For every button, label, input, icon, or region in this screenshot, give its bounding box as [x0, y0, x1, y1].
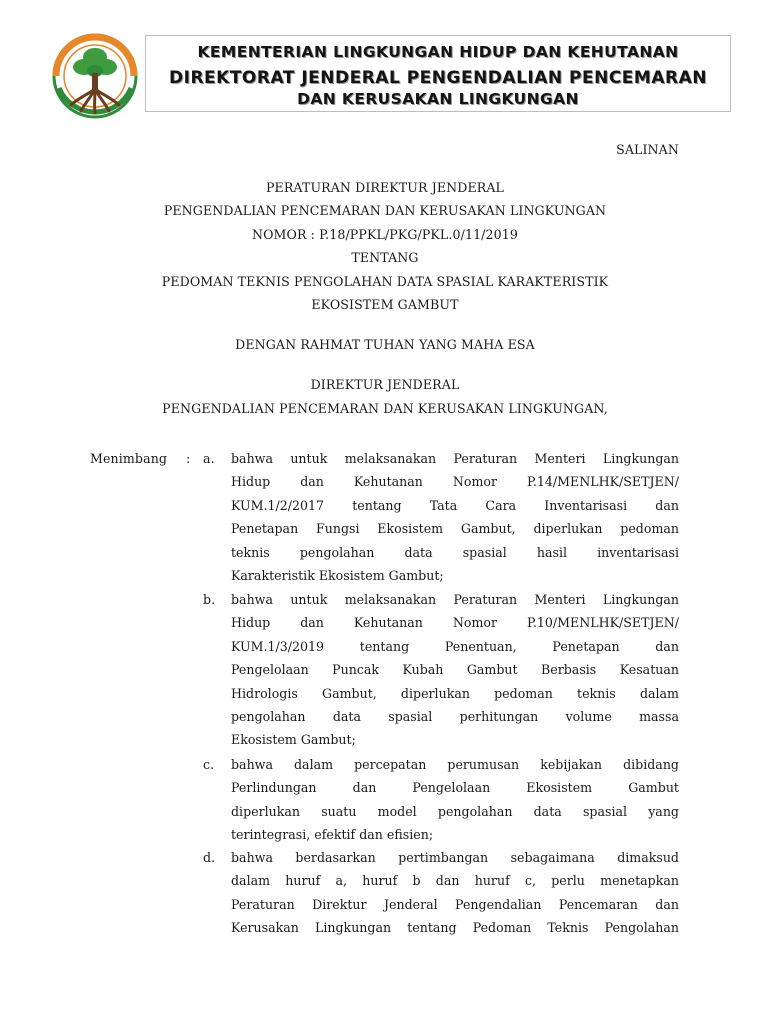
- title-about: TENTANG: [351, 250, 419, 265]
- item-line: bahwa untuk melaksanakan Peraturan Menteri Lingkungan: [231, 451, 679, 466]
- item-line: Hidup dan Kehutanan Nomor P.10/MENLHK/SETJEN/: [231, 615, 679, 631]
- item-line: diperlukan suatu model pengolahan data spasial yang: [231, 803, 679, 819]
- title-line-2: PENGENDALIAN PENCEMARAN DAN KERUSAKAN LINGKUNGAN: [163, 203, 607, 218]
- considering-item-a: [231, 447, 679, 587]
- item-marker-b: b.: [203, 592, 216, 607]
- directorate-name-line1: DIREKTORAT JENDERAL PENGENDALIAN PENCEMARAN: [169, 68, 707, 88]
- item-line: Peraturan Direktur Jenderal Pengendalian Pencemaran dan: [231, 896, 679, 912]
- item-line: teknis pengolahan data spasial hasil inventarisasi: [231, 544, 679, 560]
- item-marker-c: c.: [203, 757, 215, 772]
- item-line: dalam huruf a, huruf b dan huruf c, perlu menetapkan: [231, 873, 679, 889]
- item-line: Hidrologis Gambut, diperlukan pedoman teknis dalam: [231, 685, 679, 701]
- item-line: terintegrasi, efektif dan efisien;: [231, 827, 434, 843]
- considering-item-d: [231, 846, 679, 940]
- item-line: Penetapan Fungsi Ekosistem Gambut, diperlukan pedoman: [231, 521, 679, 537]
- title-subject-line-2: EKOSISTEM GAMBUT: [311, 297, 459, 312]
- ministry-name: KEMENTERIAN LINGKUNGAN HIDUP DAN KEHUTANAN: [197, 43, 679, 61]
- letterhead-title-box: [145, 35, 731, 112]
- copy-stamp: SALINAN: [616, 142, 679, 157]
- item-line: KUM.1/2/2017 tentang Tata Cara Inventarisasi dan: [231, 497, 679, 513]
- item-line: Perlindungan dan Pengelolaan Ekosistem Gambut: [231, 780, 679, 796]
- considering-colon: :: [186, 451, 191, 466]
- ministry-emblem-icon: [47, 33, 143, 119]
- title-line-1: PERATURAN DIREKTUR JENDERAL: [265, 180, 504, 195]
- item-marker-d: d.: [203, 850, 216, 865]
- letterhead: [47, 33, 733, 119]
- blessing-line: DENGAN RAHMAT TUHAN YANG MAHA ESA: [235, 337, 535, 352]
- item-line: bahwa untuk melaksanakan Peraturan Menteri Lingkungan: [231, 592, 679, 607]
- item-marker-a: a.: [203, 451, 215, 466]
- item-line: pengolahan data spasial perhitungan volume massa: [231, 708, 679, 724]
- item-line: bahwa berdasarkan pertimbangan sebagaimana dimaksud: [231, 850, 679, 865]
- item-line: KUM.1/3/2019 tentang Penentuan, Penetapan dan: [231, 638, 679, 654]
- item-line: Karakteristik Ekosistem Gambut;: [231, 567, 444, 583]
- item-line: Pengelolaan Puncak Kubah Gambut Berbasis Kesatuan: [231, 662, 679, 678]
- item-line: bahwa dalam percepatan perumusan kebijakan dibidang: [231, 757, 679, 772]
- directorate-name-line2: DAN KERUSAKAN LINGKUNGAN: [297, 90, 579, 108]
- issuer-line-2: PENGENDALIAN PENCEMARAN DAN KERUSAKAN LINGKUNGAN,: [162, 401, 608, 416]
- item-line: Kerusakan Lingkungan tentang Pedoman Teknis Pengolahan: [231, 920, 679, 936]
- issuer-line-1: DIREKTUR JENDERAL: [310, 377, 460, 392]
- item-line: Ekosistem Gambut;: [231, 732, 356, 748]
- considering-item-b: [231, 588, 679, 752]
- item-line: Hidup dan Kehutanan Nomor P.14/MENLHK/SETJEN/: [231, 474, 679, 490]
- considering-item-c: [231, 753, 679, 847]
- title-subject-line-1: PEDOMAN TEKNIS PENGOLAHAN DATA SPASIAL KARAKTERISTIK: [161, 274, 609, 289]
- regulation-number: NOMOR : P.18/PPKL/PKG/PKL.0/11/2019: [252, 227, 518, 242]
- considering-label: Menimbang: [90, 451, 168, 466]
